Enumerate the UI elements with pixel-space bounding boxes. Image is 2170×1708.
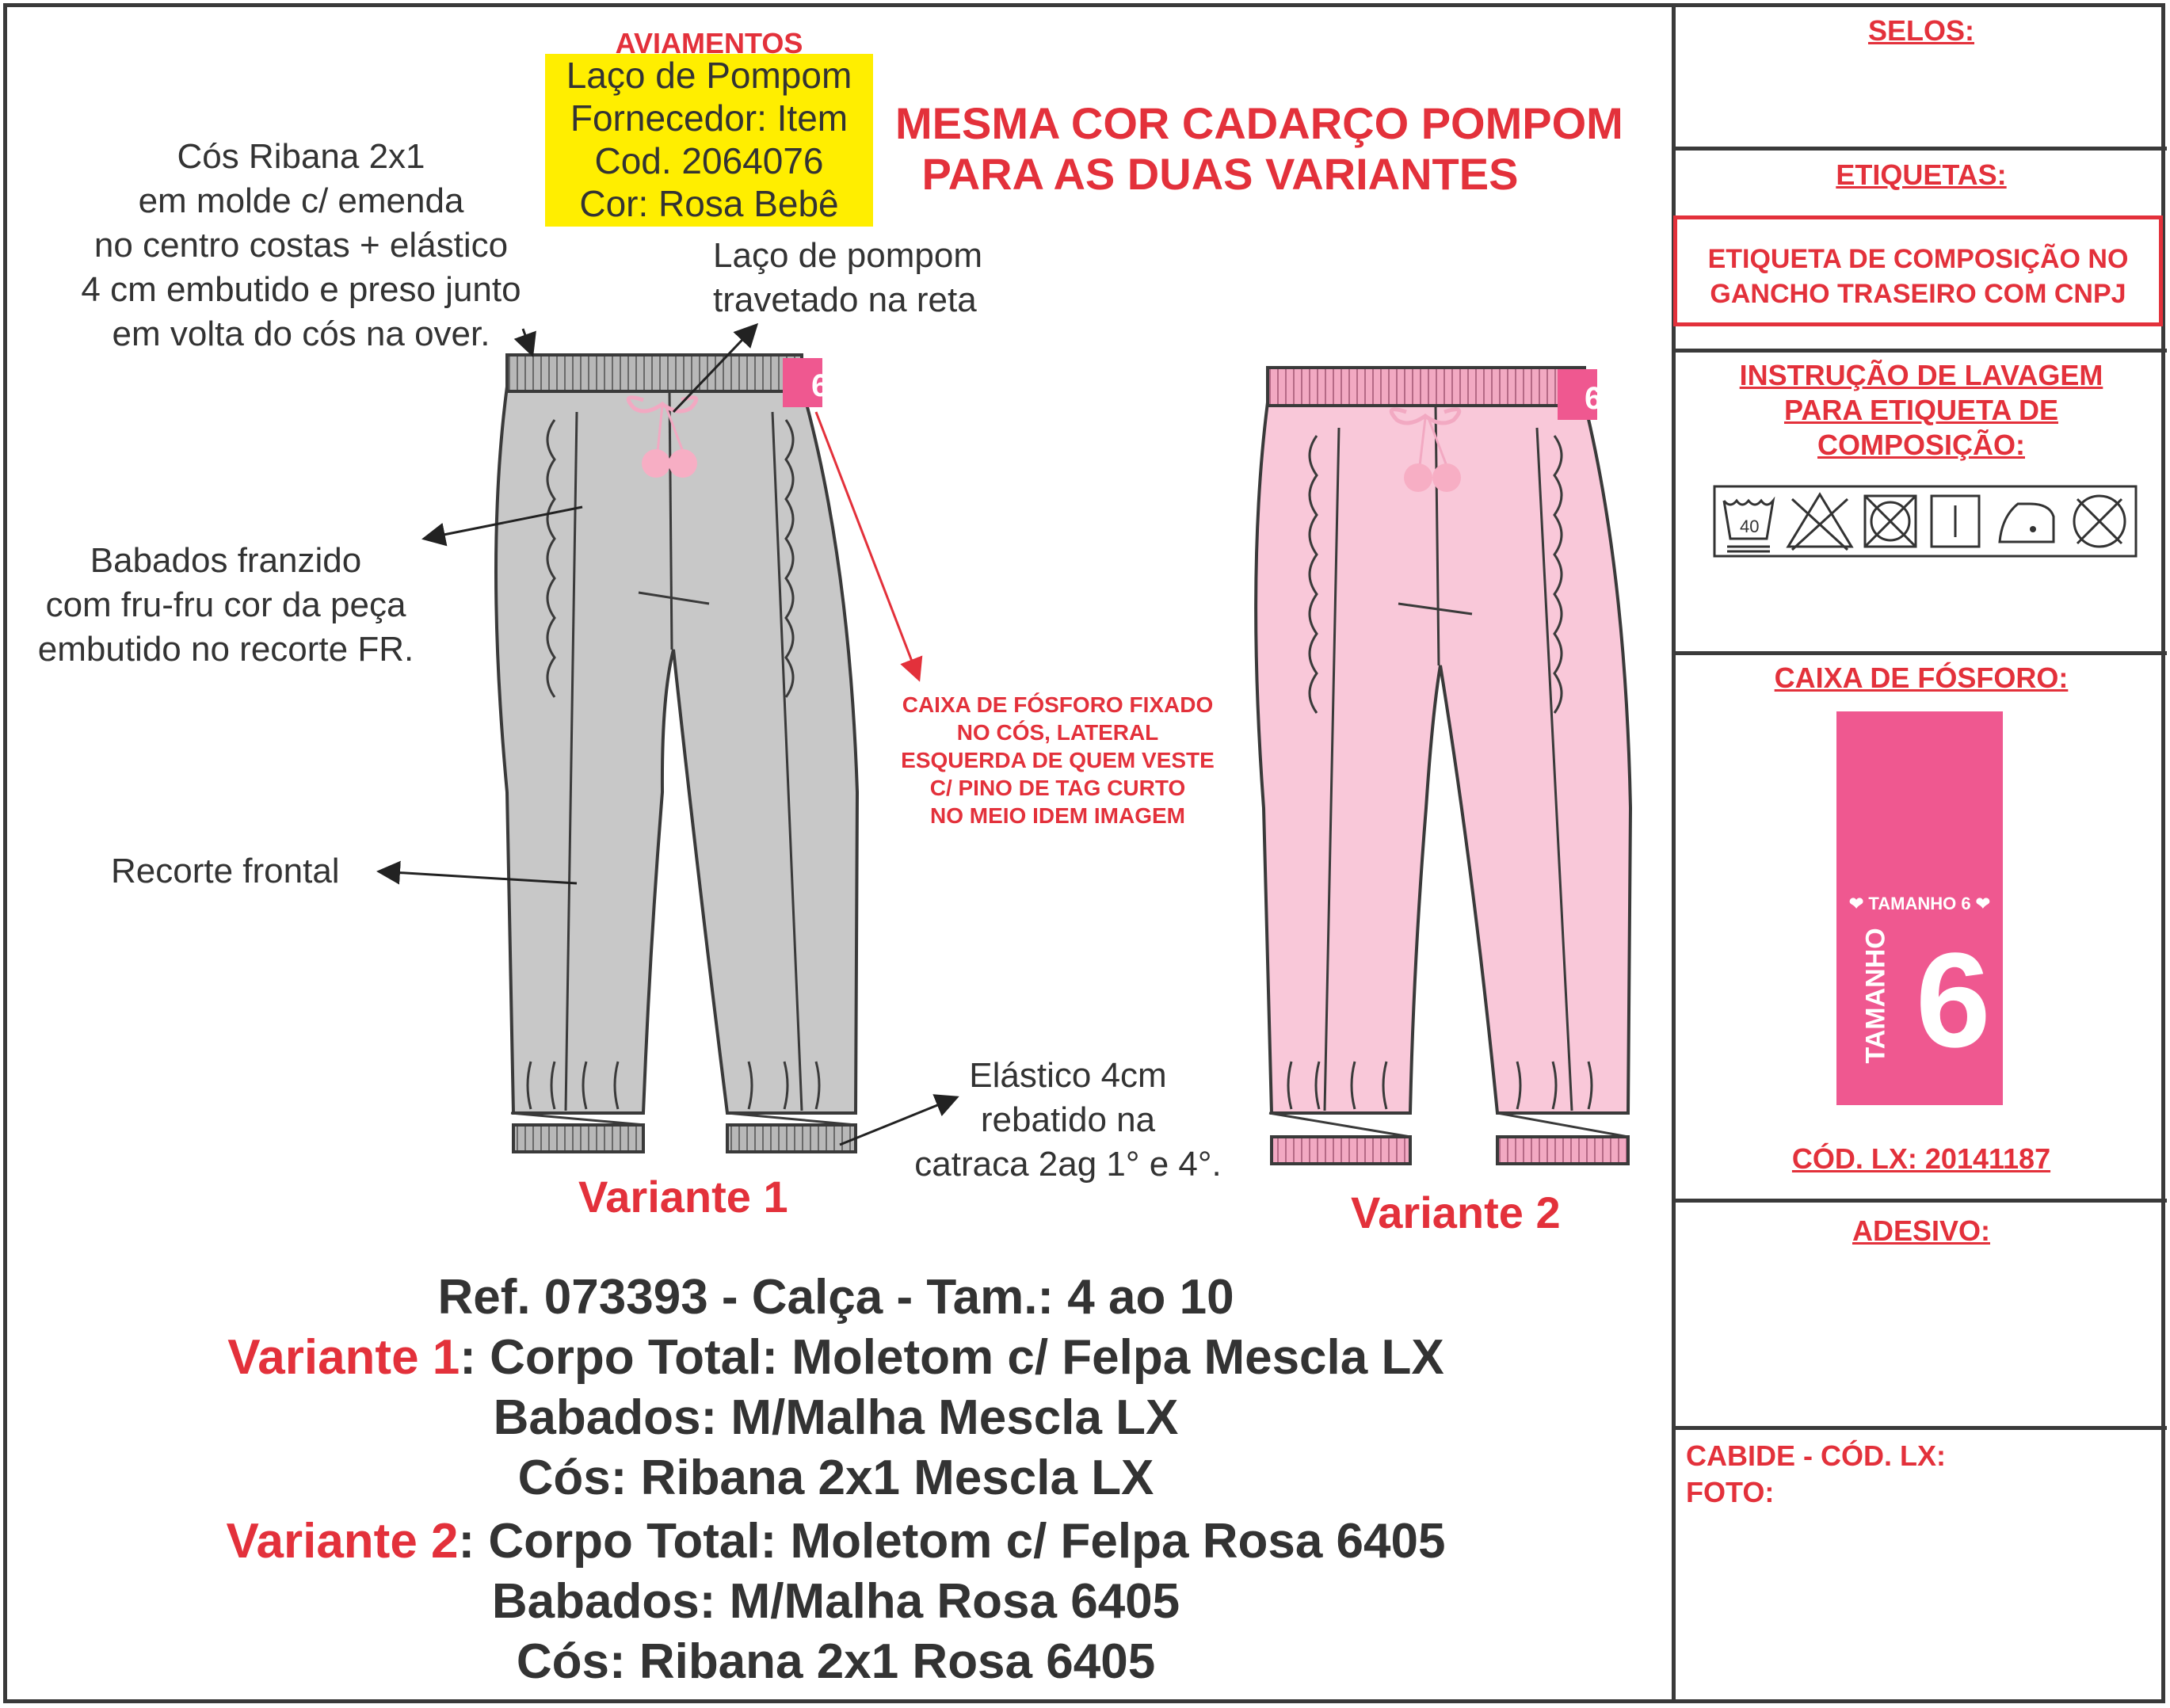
callout-line: CAIXA DE FÓSFORO FIXADO (902, 692, 1214, 717)
callout-recorte: Recorte frontal (111, 852, 340, 890)
etiqueta-line: GANCHO TRASEIRO COM CNPJ (1710, 279, 2126, 309)
no-bleach-icon (1788, 494, 1852, 550)
callout-line: em molde c/ emenda (138, 181, 464, 220)
mini-tag-number: 6 (1585, 381, 1603, 416)
callout-line: rebatido na (980, 1100, 1156, 1139)
instrucao-line: PARA ETIQUETA DE (1783, 394, 2058, 426)
no-dry-clean-icon (2074, 496, 2125, 547)
callout-line: com fru-fru cor da peça (45, 585, 406, 624)
callout-line: PARA AS DUAS VARIANTES (921, 149, 1519, 199)
variant2-label: Variante 2 (1351, 1188, 1561, 1237)
etiqueta-line: ETIQUETA DE COMPOSIÇÃO NO (1707, 244, 2129, 274)
variant2-pants (1256, 368, 1630, 1164)
sidebar-etiquetas: ETIQUETAS: (1836, 158, 2007, 191)
sidebar-cod-lx: CÓD. LX: 20141187 (1791, 1142, 2051, 1175)
callout-line: catraca 2ag 1° e 4°. (914, 1145, 1222, 1184)
sidebar-rule-3 (1672, 651, 2167, 655)
callout-line: 4 cm embutido e preso junto (81, 270, 521, 309)
wash-40-icon (1724, 501, 1773, 551)
size-tag-top-text: ❤ TAMANHO 6 ❤ (1848, 894, 1991, 913)
aviamentos-line: Cor: Rosa Bebê (579, 183, 839, 224)
spec-v2-babados: Babados: M/Malha Rosa 6405 (491, 1574, 1180, 1629)
variant1-label: Variante 1 (578, 1172, 788, 1222)
sidebar-instrucao (1676, 358, 2167, 463)
callout-line: NO CÓS, LATERAL (956, 720, 1159, 745)
callout-line: MESMA COR CADARÇO POMPOM (895, 98, 1623, 148)
wash-symbols (1713, 485, 2138, 558)
spec-v2-corpo (0, 1512, 1672, 1572)
callout-line: Babados franzido (90, 541, 362, 580)
iron-low-icon (2000, 504, 2054, 542)
aviamentos-line: Laço de Pompom (566, 55, 852, 96)
callout-line: embutido no recorte FR. (37, 630, 414, 669)
sidebar-selos: SELOS: (1867, 14, 1974, 47)
wash-temp: 40 (1740, 517, 1760, 536)
spec-v1-corpo-text: : Corpo Total: Moletom c/ Felpa Mescla LX (460, 1330, 1444, 1385)
size-tag (1836, 711, 2003, 1105)
aviamentos-line: Cod. 2064076 (594, 140, 824, 181)
instrucao-line: INSTRUÇÃO DE LAVAGEM (1739, 359, 2103, 391)
spec-v1-cos: Cós: Ribana 2x1 Mescla LX (517, 1451, 1154, 1505)
sidebar-caixa-fosforo: CAIXA DE FÓSFORO: (1774, 661, 2069, 694)
spec-v1-corpo (0, 1328, 1672, 1388)
size-tag-number: 6 (1916, 925, 1991, 1076)
callout-line: travetado na reta (713, 280, 977, 319)
sidebar-rule-2 (1672, 349, 2167, 353)
spec-v1-babados: Babados: M/Malha Mescla LX (493, 1390, 1179, 1445)
spec-v1-name: Variante 1 (227, 1330, 460, 1385)
callout-line: Laço de pompom (713, 236, 982, 275)
sidebar-cabide (1686, 1438, 1946, 1511)
callout-line: em volta do cós na over. (112, 315, 490, 353)
sidebar-adesivo: ADESIVO: (1852, 1214, 1991, 1247)
etiqueta-text (1673, 242, 2163, 311)
spec-v2-name: Variante 2 (226, 1514, 459, 1569)
spec-v2-corpo-text: : Corpo Total: Moletom c/ Felpa Rosa 6405 (458, 1514, 1446, 1569)
callout-line: Elástico 4cm (969, 1056, 1167, 1095)
aviamentos-heading: AVIAMENTOS (615, 27, 803, 59)
line-dry-icon (1932, 496, 1979, 547)
instrucao-line: COMPOSIÇÃO: (1817, 429, 2025, 461)
sidebar-rule-4 (1672, 1199, 2167, 1203)
sidebar-rule-1 (1672, 147, 2167, 151)
spec-v2-cos: Cós: Ribana 2x1 Rosa 6405 (516, 1634, 1156, 1689)
sidebar-rule-5 (1672, 1426, 2167, 1430)
aviamentos-line: Fornecedor: Item (570, 97, 849, 139)
foto-label: FOTO: (1686, 1476, 1775, 1508)
spec-ref: Ref. 073393 - Calça - Tam.: 4 ao 10 (437, 1270, 1234, 1325)
callout-line: NO MEIO IDEM IMAGEM (930, 803, 1185, 828)
callout-line: no centro costas + elástico (93, 226, 509, 265)
no-tumble-dry-icon (1865, 496, 1916, 547)
callout-line: ESQUERDA DE QUEM VESTE (901, 748, 1215, 772)
cabide-label: CABIDE - CÓD. LX: (1686, 1439, 1946, 1472)
mini-tag-number: 6 (811, 368, 829, 403)
callout-line: C/ PINO DE TAG CURTO (929, 776, 1186, 800)
variant1-pants (496, 355, 857, 1152)
callout-line: Cós Ribana 2x1 (177, 137, 425, 176)
size-tag-side-text: TAMANHO (1860, 928, 1891, 1064)
